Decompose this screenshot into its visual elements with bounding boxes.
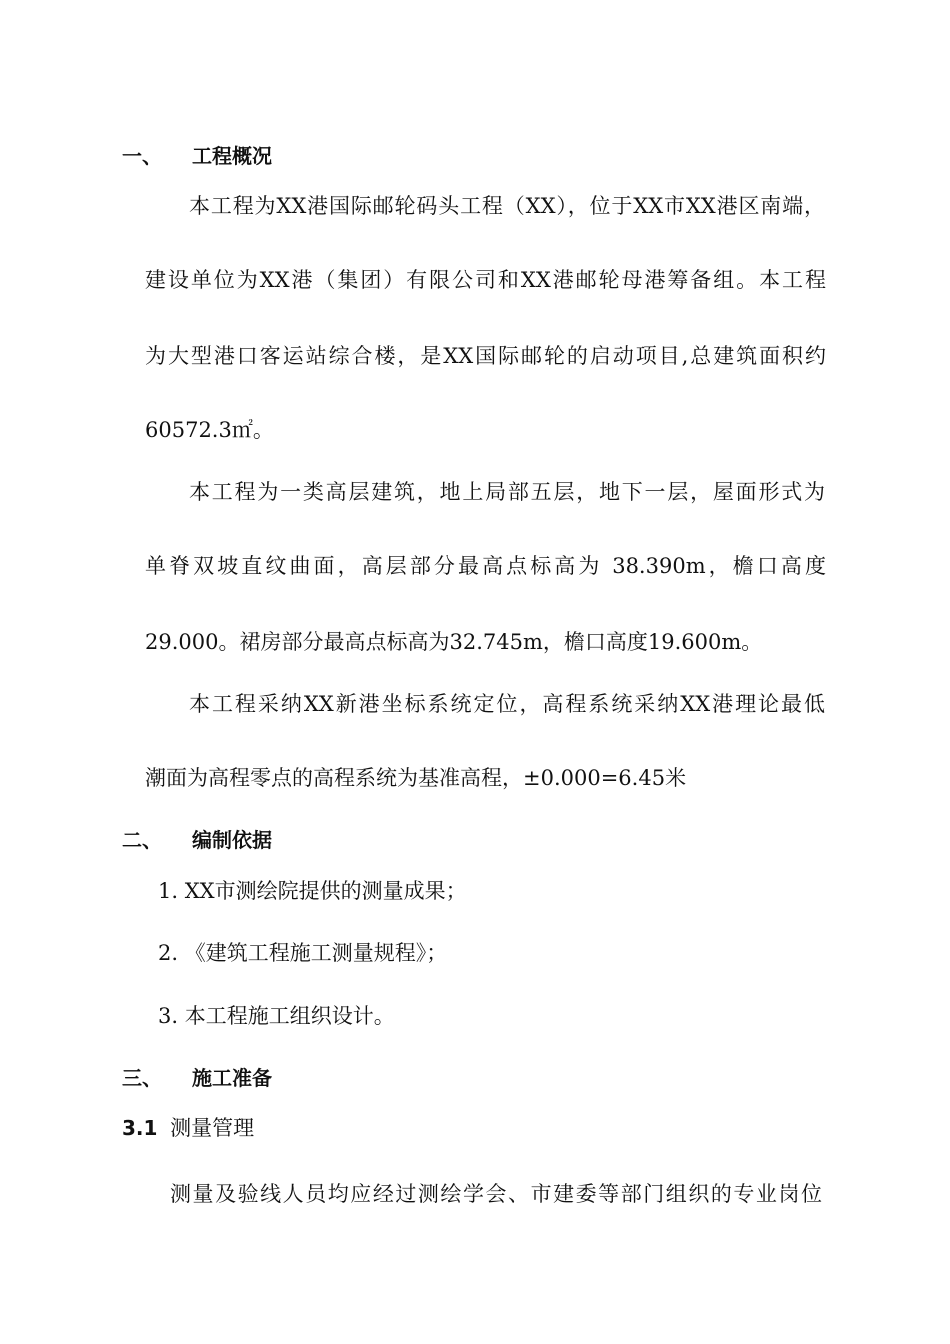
list-item: 1. XX市测绘院提供的测量成果； <box>158 879 467 903</box>
paragraph-line: 本工程采纳XX新港坐标系统定位，高程系统采纳XX港理论最低 <box>189 692 825 716</box>
paragraph-line: 为大型港口客运站综合楼，是XX国际邮轮的启动项目,总建筑面积约 <box>145 344 826 368</box>
subsection-number: 3.1 <box>122 1116 158 1140</box>
section-number: 一、 <box>122 144 162 168</box>
paragraph-line: 60572.3㎡。 <box>145 418 274 442</box>
section-number: 三、 <box>122 1066 162 1090</box>
section-title: 施工准备 <box>192 1066 272 1090</box>
paragraph-line: 建设单位为XX港（集团）有限公司和XX港邮轮母港筹备组。本工程 <box>145 268 826 292</box>
list-item: 2. 《建筑工程施工测量规程》； <box>158 941 448 965</box>
section-title: 工程概况 <box>192 144 272 168</box>
paragraph-line: 测量及验线人员均应经过测绘学会、市建委等部门组织的专业岗位 <box>170 1182 822 1206</box>
paragraph-line: 29.000。裙房部分最高点标高为32.745m，檐口高度19.600m。 <box>145 630 763 654</box>
section-title: 编制依据 <box>192 828 272 852</box>
paragraph-line: 潮面为高程零点的高程系统为基准高程，±0.000=6.45米 <box>145 766 687 790</box>
subsection-heading <box>122 1114 254 1142</box>
paragraph-line: 本工程为XX港国际邮轮码头工程（XX），位于XX市XX港区南端， <box>189 194 825 218</box>
paragraph-line: 单脊双坡直纹曲面，高层部分最高点标高为 38.390m，檐口高度 <box>145 554 826 578</box>
list-item: 3. 本工程施工组织设计。 <box>158 1004 395 1028</box>
subsection-title: 测量管理 <box>170 1116 255 1140</box>
section-number: 二、 <box>122 828 162 852</box>
paragraph-line: 本工程为一类高层建筑，地上局部五层，地下一层，屋面形式为 <box>189 480 825 504</box>
